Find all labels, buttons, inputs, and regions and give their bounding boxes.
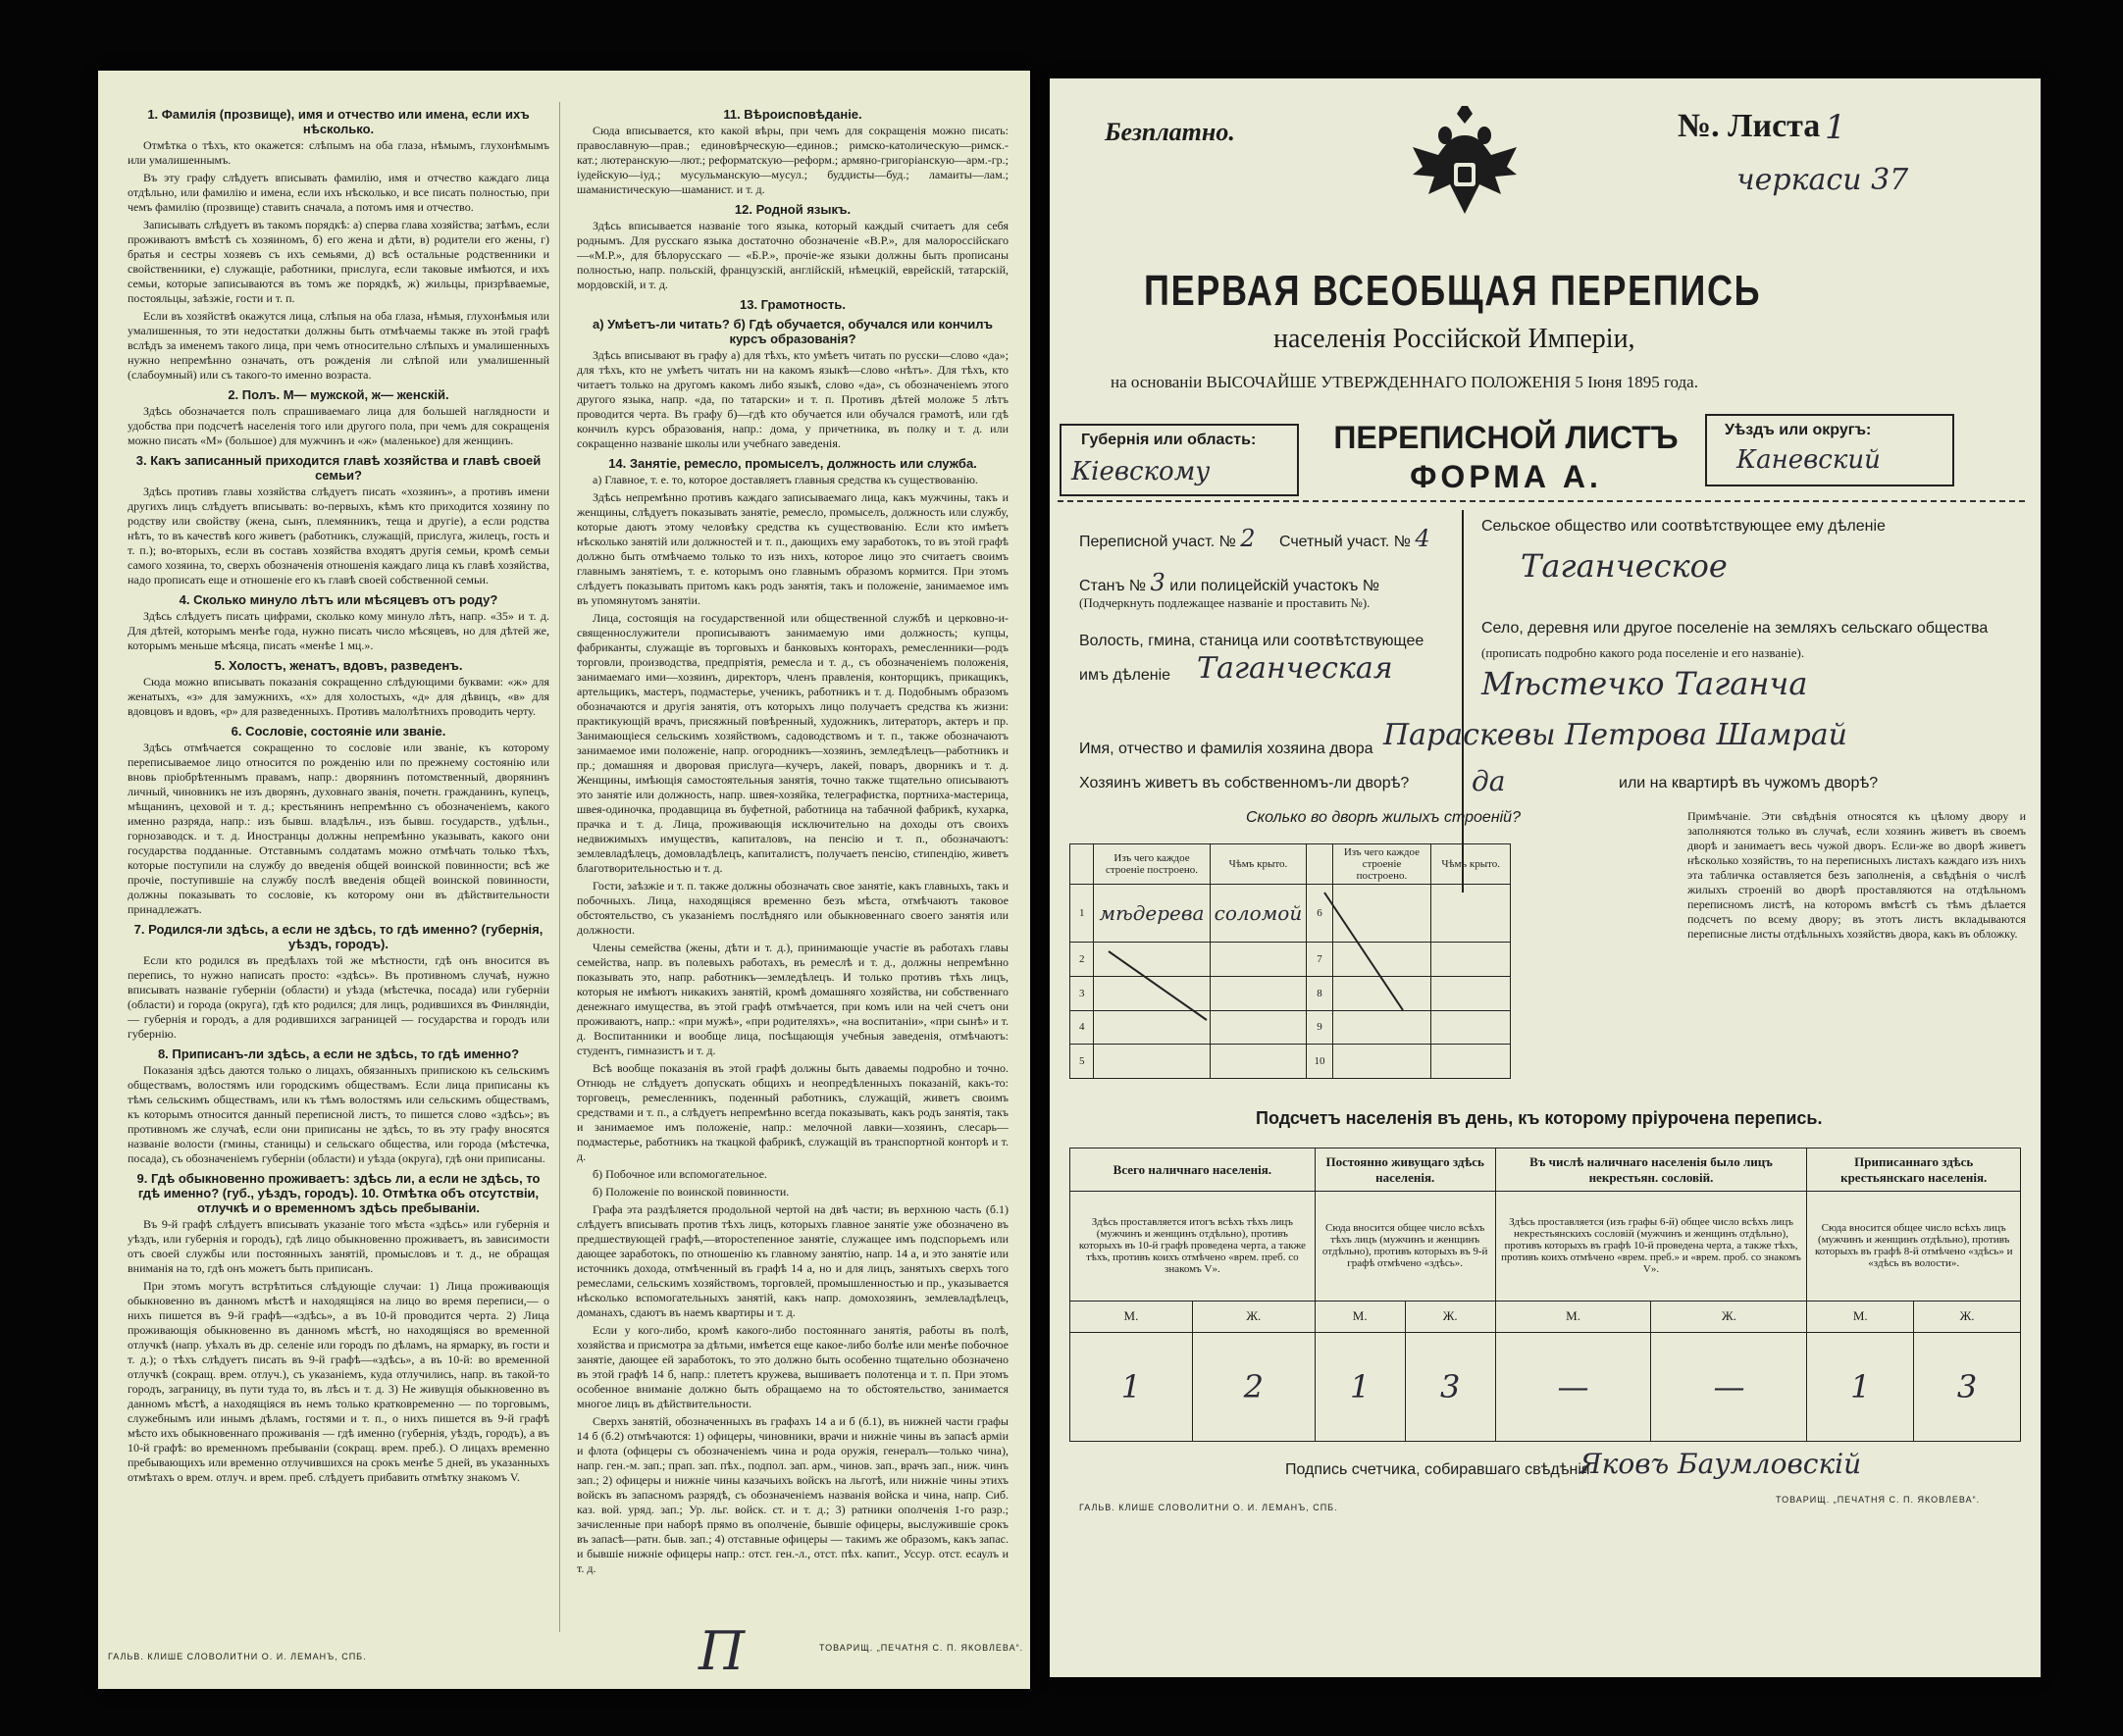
signature-value: Яковъ Баумловскій	[1579, 1448, 1862, 1480]
instruction-paragraph: Сюда можно вписывать показанія сокращенно слѣдующими буквами: «ж» для женатыхъ, «з» для замужнихъ, «х» для холостыхъ, «д» для дѣвицъ, «в» для вдовцовъ и вдовъ, «р» для разведенныхъ. Противъ малолѣтнихъ проводить черту.	[128, 675, 549, 718]
volost-value: Таганческая	[1197, 651, 1393, 686]
selo-note: (прописать подробно какого рода поселеніе и его названіе).	[1481, 645, 1805, 660]
double-headed-eagle-emblem	[1411, 106, 1519, 224]
form-subtitle: ФОРМА А.	[1410, 459, 1602, 494]
schetny-label: Счетный участ. №	[1278, 534, 1411, 550]
schetny-value: 4	[1415, 525, 1430, 552]
instruction-paragraph: Графа эта раздѣляется продольной чертой на двѣ части; въ верхнюю часть (б.1) слѣдуетъ вписывать против тѣхъ лицъ, которыхъ главное занятіе уже обозначено въ предшествующей графѣ,—второстепенное занятіе, служащее имъ подспорьемъ или дающее заработокъ, по отношенію къ главному занятію, напр. 14 а, и это занятіе или источникъ дохода, отмѣченный въ графѣ 14 а, но и для лицъ, занятыхъ сверхъ того ремеслами, сельскимъ хозяйствомъ, торговлей, промышленностью и пр., указывается нѣсколько вспомогательныхъ занятій, какъ напр. домохозяинъ, землевладѣлецъ, доманахъ, сдаютъ въ наемъ квартиры и т. д.	[577, 1202, 1009, 1319]
census-basis: на основаніи ВЫСОЧАЙШЕ УТВЕРЖДЕННАГО ПОЛОЖЕНІЯ 5 Іюня 1895 года.	[1111, 373, 1698, 391]
census-title: ПЕРВАЯ ВСЕОБЩАЯ ПЕРЕПИСЬ	[1144, 267, 1762, 315]
instruction-paragraph: Здѣсь противъ главы хозяйства слѣдуетъ писать «хозяинъ», а противъ имени другихъ лицъ слѣдуетъ вписывать: во-первыхъ, кѣмъ кто приходится хозяину по родству или свойству (жена, сынъ, племянникъ, теща и другіе), а если родства нѣтъ, то въ качествѣ кого живетъ (работникъ, служащій, прислуга, жилецъ, гость и т. п.); во-вторыхъ, если въ составъ хозяйства входятъ другія семьи, кромѣ семьи самого хозяина, то, сверхъ обозначенія отношенія каждаго лица къ главѣ хозяйства, надо прописать еще и отношеніе его къ главѣ своей собственной семьи.	[128, 485, 549, 587]
free-label: Безплатно.	[1105, 118, 1235, 146]
note-text: Примѣчаніе. Эти свѣдѣнія относятся къ цѣлому двору и заполняются только въ случаѣ, если хозяинъ живетъ въ своемъ дворѣ и занимаетъ весь чужой дворъ. Если-же во дворѣ живетъ нѣсколько хозяйствъ, то на переписныхъ листахъ каждаго изъ нихъ эта табличка оставляется безъ заполненія, а свѣдѣнія о числѣ жилыхъ строеній во дворѣ проставляются на отдѣльномъ переписномъ листѣ, на которомъ вмѣстѣ съ тѣмъ дѣлается подсчетъ по всему двору; въ этотъ листъ вкладываются переписные листы отдѣльныхъ хозяйствъ двора, какъ въ обложку.	[1687, 809, 2026, 941]
instruction-paragraph: б) Положеніе по воинской повинности.	[593, 1185, 790, 1199]
guberniya-value: Кіевскому	[1071, 457, 1211, 486]
instruction-paragraph: Здѣсь отмѣчается сокращенно то сословіе или званіе, къ которому переписываемое лицо относится по рожденію или по прежнему состоянію или вновь пріобрѣтеннымъ правамъ, напр.: дворянинъ потомственный, дворянинъ личный, чиновникъ не изъ дворянъ, духовнаго званія, почетн. гражданинъ, купецъ, мѣщанинъ, цеховой и т. д.; крестьянинъ непремѣнно съ обозначеніемъ, какого именно разряда, напр.: изъ бывш. владѣльч., изъ бывш. государств., удѣльн., горнозаводск. и т. д. Иностранцы должны непремѣнно указывать, какого они государства подданные. Отставнымъ солдатамъ можно отмѣчать только тѣхъ, которые поступили на службу до введенія общей воинской повинности; всѣ же прочіе, поступившіе на службу послѣ введенія общей воинской повинности, должны показывать то сословіе, къ которому они въ дѣйствительности принадлежатъ.	[128, 740, 549, 916]
form-title: ПЕРЕПИСНОЙ ЛИСТЪ	[1333, 420, 1679, 455]
tally-value: 2	[1192, 1332, 1315, 1441]
tally-head-noncrestyan: Въ числѣ наличнаго населенія было лицъ некрестьян. сословій.	[1495, 1149, 1807, 1192]
stan-value: 3	[1150, 569, 1165, 596]
section-heading: 4. Сколько минуло лѣтъ или мѣсяцевъ отъ роду?	[179, 592, 498, 607]
tally-value: 3	[1405, 1332, 1495, 1441]
bld-num: 4	[1070, 1010, 1094, 1045]
tally-head-registered: Приписаннаго здѣсь крестьянскаго населенія.	[1807, 1149, 2021, 1192]
instructions-column-2	[577, 102, 1009, 1632]
uchastok-value: 2	[1240, 525, 1256, 552]
instruction-paragraph: Сюда вписывается, кто какой вѣры, при чемъ для сокращенія можно писать: православную—прав.; единовѣрческую—единов.; римско-католическую—римск.-кат.; лютеранскую—лют.; реформатскую—реформ.; армяно-григоріанскую—арм.-гр.; іудейскую—іуд.; мусульманскую—мусул.; буддисты—буд.; ламаиты—лам.; шаманистическую—шаманист. и т. д.	[577, 124, 1009, 196]
rent-label: или на квартирѣ въ чужомъ дворѣ?	[1619, 775, 1879, 791]
uchastok-row	[1079, 525, 1430, 552]
bld-num: 8	[1307, 976, 1332, 1010]
instruction-paragraph: Показанія здѣсь даются только о лицахъ, обязанныхъ припискою къ сельскимъ обществамъ, волостямъ или городскимъ обществамъ. Если лица приписаны къ тѣмъ сельскимъ обществамъ, или къ тѣмъ волостямъ или сельскимъ обществамъ, къ которымъ относится данный переписной листъ, то пишется слово «здѣсь»; въ противномъ же случаѣ, если они приписаны не здѣсь, то въ эту графу вносятся названіе волости (гмины, станицы) и сельскаго общества, или города (мѣстечка, посада), съ обозначеніемъ губерніи (области) и уѣзда (округа), гдѣ они приписаны.	[128, 1063, 549, 1165]
section-heading: 6. Сословіе, состояніе или званіе.	[231, 724, 446, 739]
tally-title: Подсчетъ населенія въ день, къ которому пріурочена перепись.	[1256, 1108, 1823, 1128]
tally-value: —	[1495, 1332, 1651, 1441]
stan-row	[1079, 569, 1379, 596]
tally-value: 1	[1807, 1332, 1914, 1441]
guberniya-label: Губернія или область:	[1081, 432, 1257, 448]
printer-credit-right: ТОВАРИЩ. „ПЕЧАТНЯ С. П. ЯКОВЛЕВА“.	[819, 1643, 1024, 1653]
instruction-paragraph: а) Главное, т. е. то, которое доставляетъ главныя средства къ существованію.	[593, 473, 978, 486]
bld-num: 2	[1070, 943, 1094, 977]
bld-num: 5	[1070, 1045, 1094, 1079]
instruction-paragraph: Въ 9-й графѣ слѣдуетъ вписывать указаніе того мѣста «здѣсь» или губернія и уѣздъ, или губернія и городъ), гдѣ лицо обыкновенно проживаетъ, въ зависимости отъ своей службы или постоянныхъ занятій, промысловъ и т. д., не обращая вниманія на то, гдѣ онъ можетъ быть приписанъ.	[128, 1217, 549, 1275]
tally-value: 1	[1070, 1332, 1193, 1441]
owner-value: Параскевы Петрова Шамрай	[1383, 718, 1847, 752]
owner-label: Имя, отчество и фамилія хозяина двора	[1079, 740, 1373, 757]
instruction-paragraph: Гости, заѣзжіе и т. п. также должны обозначать свое занятіе, какъ главныхъ, такъ и побочныхъ. Лица, находящіяся временно безъ мѣста, отмѣчаютъ таковое обстоятельство, съ указаніемъ послѣдняго или обыкновеннаго своего занятія или должности.	[577, 879, 1009, 937]
guberniya-box	[1060, 424, 1299, 496]
tally-text-registered: Сюда вносится общее число всѣхъ лицъ (мужчинъ и женщинъ отдѣльно), противъ которыхъ въ графѣ 8-й отмѣчено «здѣсь» и «здѣсь въ волости».	[1807, 1192, 2021, 1301]
instruction-paragraph: Если у кого-либо, кромѣ какого-либо постояннаго занятія, работы въ полѣ, хозяйства и присмотра за дѣтьми, имѣется еще какое-либо болѣе или менѣе побочное занятіе, дающее ей заработокъ, то это должно быть особенно тщательно обозначено въ этой графѣ 14 б, напр.: плететъ кружева, вышиваетъ полотенца и т. п. При этомъ особенное вниманіе должно быть обращаемо на то обстоятельство, занимается многое лицъ въ дѣйствительности.	[577, 1323, 1009, 1410]
printer-credit-left: ГАЛЬВ. КЛИШЕ СЛОВОЛИТНИ О. И. ЛЕМАНЪ, СПБ.	[108, 1652, 367, 1661]
tally-head-total: Всего наличнаго населенія.	[1070, 1149, 1316, 1192]
tally-zh: Ж.	[1405, 1301, 1495, 1332]
bld-num: 10	[1307, 1045, 1332, 1079]
uchastok-label: Переписной участ. №	[1079, 534, 1236, 550]
instruction-paragraph: Здѣсь вписывается названіе того языка, который каждый считаетъ для себя роднымъ. Для русскаго языка достаточно обозначеніе «В.Р.», для малороссійскаго—«М.Р.», для бѣлорусскаго — «Б.Р.», прочіе-же языки должны быть прописаны полностью, напр. польскій, французскій, англійскій, нѣмецкій, еврейскій, татарскій, мордовскій, и т. д.	[577, 219, 1009, 291]
section-heading: 5. Холостъ, женатъ, вдовъ, разведенъ.	[214, 658, 463, 673]
instruction-paragraph: Если кто родился въ предѣлахъ той же мѣстности, гдѣ онъ вносится въ перепись, то нужно написать просто: «здѣсь». Въ противномъ случаѣ, нужно вписывать названіе губерніи (области) и уѣзда (мѣстечка, посада) или губерніи (области) и города (округа), гдѣ кто родился; для лицъ, родившихся въ Финляндіи,— губернія и городъ, а для родившихся заграницей — государства и городъ или губернію.	[128, 953, 549, 1041]
bld-num: 3	[1070, 976, 1094, 1010]
uezd-value: Каневский	[1736, 445, 1881, 475]
instruction-paragraph: Здѣсь вписывают въ графу а) для тѣхъ, кто умѣетъ читать по русски—слово «да»; для тѣхъ, кто не умѣетъ читать ни на какомъ языкѣ—слово «нѣтъ». Для тѣхъ, кто читаетъ только на другомъ какомъ либо языкѣ, слово «да», съ обозначеніемъ этого другого языка, напр. «да, по татарски» и т. п. Противъ дѣтей моложе 5 лѣтъ проводится черта. Въ графу б)—гдѣ кто обучается или обучался грамотѣ, или гдѣ кончилъ курсъ образованія, напр.: дома, у причетника, въ полку и т. д. или сокращенно названіе школы или учебнаго заведенія.	[577, 348, 1009, 450]
tally-value: 3	[1914, 1332, 2021, 1441]
uezd-label: Уѣздъ или округъ:	[1725, 422, 1872, 438]
own-yard-label: Хозяинъ живетъ въ собственномъ-ли дворѣ?	[1079, 775, 1410, 791]
section-heading: 2. Полъ. М— мужской, ж— женскій.	[228, 387, 449, 402]
tally-value: 1	[1315, 1332, 1405, 1441]
instruction-paragraph: Записывать слѣдуетъ въ такомъ порядкѣ: а) сперва глава хозяйства; затѣмъ, если проживаютъ вмѣстѣ съ хозяиномъ, б) его жена и дѣти, в) родители его жены, г) братья и сестры хозяевъ съ ихъ семьями, д) всѣ остальные родственники и свойственники, е) служащіе, работники, прислуга, если таковые имѣются, и ихъ семьи, которые записываются въ томъ же порядкѣ, ж) жильцы, призрѣваемые, постояльцы, заѣзжіе, гости и т. п.	[128, 218, 549, 305]
instructions-column-1	[128, 102, 549, 1632]
census-subtitle: населенія Россійской Имперіи,	[1273, 324, 1635, 354]
tally-m: М.	[1495, 1301, 1651, 1332]
column-divider	[559, 102, 560, 1632]
tally-zh: Ж.	[1192, 1301, 1315, 1332]
instruction-paragraph: Члены семейства (жены, дѣти и т. д.), принимающіе участіе въ работахъ главы семейства, напр. въ полевыхъ работахъ, въ ремеслѣ и т. д., должны непремѣнно показывать это, напр. работникъ—земледѣлецъ. И только противъ тѣхъ лицъ, которыя не имѣютъ никакихъ занятій, кромѣ домашняго хозяйства, ни собственнаго денежнаго имущества, въ этой графѣ отмѣчается, при комъ или на чей счетъ они проживаютъ, напр.: «при мужѣ», «при родителяхъ», «на воспитаніи», «при сынѣ» и т. д. Воспитанники и вообще лица, посѣщающія учебныя заведенія, отмѣчаютъ: студентъ, гимназистъ и т. д.	[577, 941, 1009, 1057]
bld-num: 1	[1070, 885, 1094, 943]
dashed-divider	[1058, 500, 2025, 503]
obshchestvo-label: Сельское общество или соотвѣтствующее ему дѣленіе	[1481, 518, 1886, 535]
instruction-paragraph: Здѣсь непремѣнно противъ каждаго записываемаго лица, какъ мужчины, такъ и женщины, слѣдуетъ показывать занятіе, ремесло, промыселъ, должность или службу, которые даютъ этому человѣку средства къ существованію. Если кто имѣетъ нѣсколько занятій или должностей и т. п., дающихъ ему заработокъ, то въ этой графѣ должно быть отмѣчаемо только то изъ нихъ, которое лицо это считаетъ своимъ главнымъ занятіемъ, т. е. которымъ оно главнымъ образомъ кормится. При этомъ слѣдуетъ показывать притомъ какъ родъ занятія, такъ и положеніе, занимаемое имъ въ упомянутомъ занятіи.	[577, 490, 1009, 607]
volost-label: Волость, гмина, станица или соотвѣтствующее	[1079, 633, 1424, 649]
tally-text-noncrestyan: Здѣсь проставляется (изъ графы 6-й) общее число всѣхъ лицъ некрестьянскихъ сословій (мужчинъ и женщинъ отдѣльно), противъ которыхъ въ графѣ 10-й проведена черта, а также тѣхъ, противъ коихъ отмѣчено «врем. преб.» и «врем. проб. со знакомъ V».	[1495, 1192, 1807, 1301]
instruction-paragraph: б) Побочное или вспомогательное.	[593, 1167, 767, 1181]
tally-m: М.	[1807, 1301, 1914, 1332]
bld-head-roof-2: Чѣмъ крыто.	[1431, 844, 1511, 885]
selo-label: Село, деревня или другое поселеніе на земляхъ сельскаго общества	[1481, 620, 1989, 637]
instruction-paragraph: Здѣсь обозначается полъ спрашиваемаго лица для большей наглядности и удобства при подсчетѣ населенія того или другого пола, при чемъ для сокращенія можно писать «М» (большое) для мужчинъ и «ж» (маленькое) для женщинъ.	[128, 404, 549, 447]
tally-text-resident: Сюда вносится общее число всѣхъ тѣхъ лицъ (мужчинъ и женщинъ отдѣльно), противъ которыхъ въ 9-й графѣ отмѣчено «здѣсь».	[1315, 1192, 1495, 1301]
volost-label-2: имъ дѣленіе	[1079, 667, 1171, 684]
strike-lines	[1069, 843, 1511, 1079]
stan-label: Станъ №	[1079, 578, 1147, 594]
form-printer-credit-right: ТОВАРИЩ. „ПЕЧАТНЯ С. П. ЯКОВЛЕВА“.	[1776, 1495, 1981, 1505]
sheet-number-value: 1	[1825, 108, 1846, 147]
tally-value: —	[1651, 1332, 1807, 1441]
instruction-paragraph: Отмѣтка о тѣхъ, кто окажется: слѣпымъ на оба глаза, нѣмымъ, глухонѣмымъ или умалишеннымъ.	[128, 138, 549, 167]
instruction-paragraph: Здѣсь слѣдуетъ писать цифрами, сколько кому минуло лѣтъ, напр. «35» и т. д. Для дѣтей, которымъ менѣе года, нужно писать число мѣсяцевъ, но для дѣтей же, которымъ меньше мѣсяца, писать «менѣе 1 мц.».	[128, 609, 549, 652]
obshchestvo-value: Таганческое	[1521, 547, 1728, 585]
tally-zh: Ж.	[1914, 1301, 2021, 1332]
underline-note: (Подчеркнуть подлежащее названіе и проставить №).	[1079, 595, 1371, 610]
section-heading: 9. Гдѣ обыкновенно проживаетъ: здѣсь ли, а если не здѣсь, то гдѣ именно? (губ., уѣздъ, городъ). 10. Отмѣтка объ отсутствіи, отлучкѣ и о временномъ здѣсь пребываніи.	[136, 1171, 541, 1215]
instruction-paragraph: Если въ хозяйствѣ окажутся лица, слѣпыя на оба глаза, нѣмыя, глухонѣмыя или умалишенныя, то эти недостатки должны быть отмѣчаемы также въ этой графѣ вслѣдъ за именемъ такого лица, при чемъ относительно слѣпыхъ и умалишенныхъ нужно непремѣнно означать, отъ рожденія ли слѣпой или умалишенный (слабоумный) или съ такого-то именно возраста.	[128, 309, 549, 382]
section-heading: 7. Родился-ли здѣсь, а если не здѣсь, то гдѣ именно? (губернія, уѣздъ, городъ).	[133, 922, 544, 951]
vertical-divider	[1462, 510, 1464, 893]
section-heading: 11. Вѣроисповѣданіе.	[723, 107, 862, 122]
selo-value: Мѣстечко Таганча	[1481, 665, 1808, 702]
tally-zh: Ж.	[1651, 1301, 1807, 1332]
form-printer-credit-left: ГАЛЬВ. КЛИШЕ СЛОВОЛИТНИ О. И. ЛЕМАНЪ, СПБ.	[1079, 1503, 1338, 1512]
instruction-paragraph: Всѣ вообще показанія въ этой графѣ должны быть даваемы подробно и точно. Отнюдь не слѣдуетъ допускать общихъ и неопредѣленныхъ показаній, какъ-то: торговецъ, ремесленникъ, поденный работникъ, служащій, живетъ своимъ средствами и т. п., а слѣдуетъ непремѣнно всегда показывать, какъ родъ занятія, такъ и занимаемое имъ положеніе, напр.: мелочной лавки—хозяинъ, слесарь—подмастерье, работникъ на ткацкой фабрикѣ, служащій въ транспортной конторѣ и т. д.	[577, 1061, 1009, 1163]
handwritten-mark: П	[699, 1620, 746, 1682]
bld-head-material-2: Изъ чего каждое строеніе построено.	[1332, 844, 1431, 885]
bld-head-roof: Чѣмъ крыто.	[1210, 844, 1307, 885]
section-heading: 12. Родной языкъ.	[734, 202, 852, 217]
tally-text-total: Здѣсь проставляется итогъ всѣхъ тѣхъ лицъ (мужчинъ и женщинъ отдѣльно), противъ которыхъ въ 10-й графѣ проведена черта, а также тѣхъ, противъ коихъ отмѣчено «врем. преб. со знакомъ V».	[1070, 1192, 1316, 1301]
bld-num: 7	[1307, 943, 1332, 977]
police-label: или полицейскій участокъ №	[1169, 578, 1380, 594]
section-heading: 1. Фамилія (прозвище), имя и отчество или имена, если ихъ нѣсколько.	[147, 107, 530, 136]
bld-roof-value: соломой	[1210, 885, 1307, 943]
sheet-number-label: №. Листа	[1678, 108, 1821, 144]
instruction-paragraph: Въ эту графу слѣдуетъ вписывать фамилію, имя и отчество каждаго лица отдѣльно, или фамилію и имена, если ихъ нѣсколько, и все писать полностью, при чемъ фамилію (прозвище) ставить сначала, а потомъ имя и отчество.	[128, 171, 549, 214]
uezd-box	[1705, 414, 1954, 486]
bld-head-material: Изъ чего каждое строеніе построено.	[1094, 844, 1210, 885]
instruction-paragraph: При этомъ могутъ встрѣтиться слѣдующіе случаи: 1) Лица проживающія обыкновенно въ данномъ мѣстѣ и находящіяся на лицо во время переписи,— о нихъ пишется въ 9-й графѣ—«здѣсь», а въ 10-й проводится черта. 2) Лица проживающія обыкновенно въ данномъ мѣстѣ, но находящіяся во временной отлучкѣ (напр. уѣхалъ въ др. селеніе или городъ по дѣламъ, на ярмарку, въ гости и т. д.); о тѣхъ слѣдуетъ писать въ 9-й графѣ—«здѣсь», а въ 10-й: во временной отлучкѣ (сокращ. врем. отлуч.), съ указаніемъ, куда отлучились, напр. въ такой-то городъ, заграницу, въ пути туда то, въ лѣсъ и т. д. 3) Не живущія обыкновенно въ данномъ мѣстѣ, а находящіяся въ немъ только кратковременно — по торговымъ, служебнымъ или инымъ дѣламъ, гостями и т. п., о нихъ пишется въ 9-й графѣ мѣсто ихъ обыкновеннаго проживанія — гдѣ именно (губернія, уѣздъ, городъ), а въ 10-й графѣ: во временномъ пребываніи (сокращ. врем. преб.). О лицахъ временно пребывающихъ или временно отлучившихся на срокъ менѣе 5 дней, въ указанныхъ отмѣтахъ о врем. отлуч. и врем. преб. слѣдуетъ прибавить отмѣтку знакомъ V.	[128, 1279, 549, 1484]
section-heading: 13. Грамотность.	[740, 297, 846, 312]
own-yard-value: да	[1472, 765, 1506, 797]
bld-num: 9	[1307, 1010, 1332, 1045]
census-form-page	[1050, 78, 2041, 1677]
section-heading: 3. Какъ записанный приходится главѣ хозяйства и главѣ своей семьи?	[135, 453, 542, 483]
section-heading: 14. Занятіе, ремесло, промыселъ, должность или служба.	[608, 456, 977, 471]
instruction-paragraph: Сверхъ занятій, обозначенныхъ въ графахъ 14 а и б (б.1), въ нижней части графы 14 б (б.2) отмѣчаются: 1) офицеры, чиновники, врачи и нижніе чины въ запасѣ арміи и флота (офицеры съ обозначеніемъ чина и рода оружія, генералъ—только чина), напр. ген.-м. зап.; прап. зап. пѣх., подпол. зап. арм., чинов. зап., врачъ зап., ниж. чинъ зап.; 2) офицеры и нижніе чины казачьихъ войскъ на льготѣ, или нижніе чины этихъ войскъ въ запасномъ разрядѣ, съ обозначеніемъ названія войска и чина, напр. Сиб. каз. вой. уряд. зап.; Ур. льг. войск. ст. и т. д.; 3) ратники ополченія 1-го разр.; зачисленные при наборѣ прямо въ ополченіе, бывшіе офицеры, выслужившіе срокъ въ запасѣ—ратн. быв. зап.; 4) отставные офицеры — такимъ же образомъ, какъ запас. и бывшіе нижніе офицеры напр.: отст. ген.-л., отст. пѣх. капит., Уссур. отст. есаулъ и т. д.	[577, 1414, 1009, 1575]
tally-m: М.	[1315, 1301, 1405, 1332]
tally-m: М.	[1070, 1301, 1193, 1332]
bld-material-value: мѣдерева	[1094, 885, 1210, 943]
population-tally-table	[1069, 1148, 2021, 1442]
left-page	[98, 71, 1030, 1689]
corner-note: черкаси 37	[1736, 163, 1909, 197]
signature-label: Подпись счетчика, собиравшаго свѣдѣнія	[1285, 1461, 1590, 1478]
tally-head-resident: Постоянно живущаго здѣсь населенія.	[1315, 1149, 1495, 1192]
section-heading: а) Умѣетъ-ли читать? б) Гдѣ обучается, обучался или кончилъ курсъ образованія?	[592, 317, 994, 346]
section-heading: 8. Приписанъ-ли здѣсь, а если не здѣсь, то гдѣ именно?	[157, 1047, 520, 1061]
instruction-paragraph: Лица, состоящія на государственной или общественной службѣ и церковно-и-священнослужители прописываютъ занимаемую ими должность; купцы, фабриканты, служащіе въ торговыхъ и банковыхъ конторахъ, ремесленники—родъ торговли, производства, предпріятія, ремесла и т. д., съ обозначеніемъ положенія, занимаемаго ими—хозяинъ, директоръ, членъ правленія, конторщикъ, прикащикъ, артельщикъ, мастеръ, подмастерье, ученикъ, работникъ и т. д. Подобнымъ образомъ обозначаются и другія занятія, отъ которыхъ лицо получаетъ средства къ жизни: практикующій врачъ, присяжный повѣренный, художникъ, литераторъ, актеръ и пр. Занимающіеся сельскимъ хозяйствомъ, садоводствомъ и т. п., также обозначаютъ занимаемое ими положеніе, напр. огородникъ—хозяинъ, земледѣлецъ—работникъ и пр.; домашняя и дворовая прислуга—кучеръ, лакей, поваръ, дворникъ и т. д. Женщины, имѣющія самостоятельныя занятія, точно также тщательно описываютъ это занятіе или должность, напр. швея-хозяйка, телеграфистка, портниха-мастерица, швея-одиночка, продавщица въ буфетной, работница на табачной фабрикѣ, кухарка, прачка и т. д. Лица, проживающія исключительно на доходы отъ своихъ недвижимыхъ имуществъ, капиталовъ, на пенсію и т. п., обозначаютъ: землевладѣлецъ, домовладѣлецъ, капиталистъ, получаетъ пенсію, стипендію, живетъ благотворительностью и т. д.	[577, 611, 1009, 875]
buildings-label: Сколько во дворѣ жилыхъ строеній?	[1246, 809, 1521, 826]
bld-num: 6	[1307, 885, 1332, 943]
